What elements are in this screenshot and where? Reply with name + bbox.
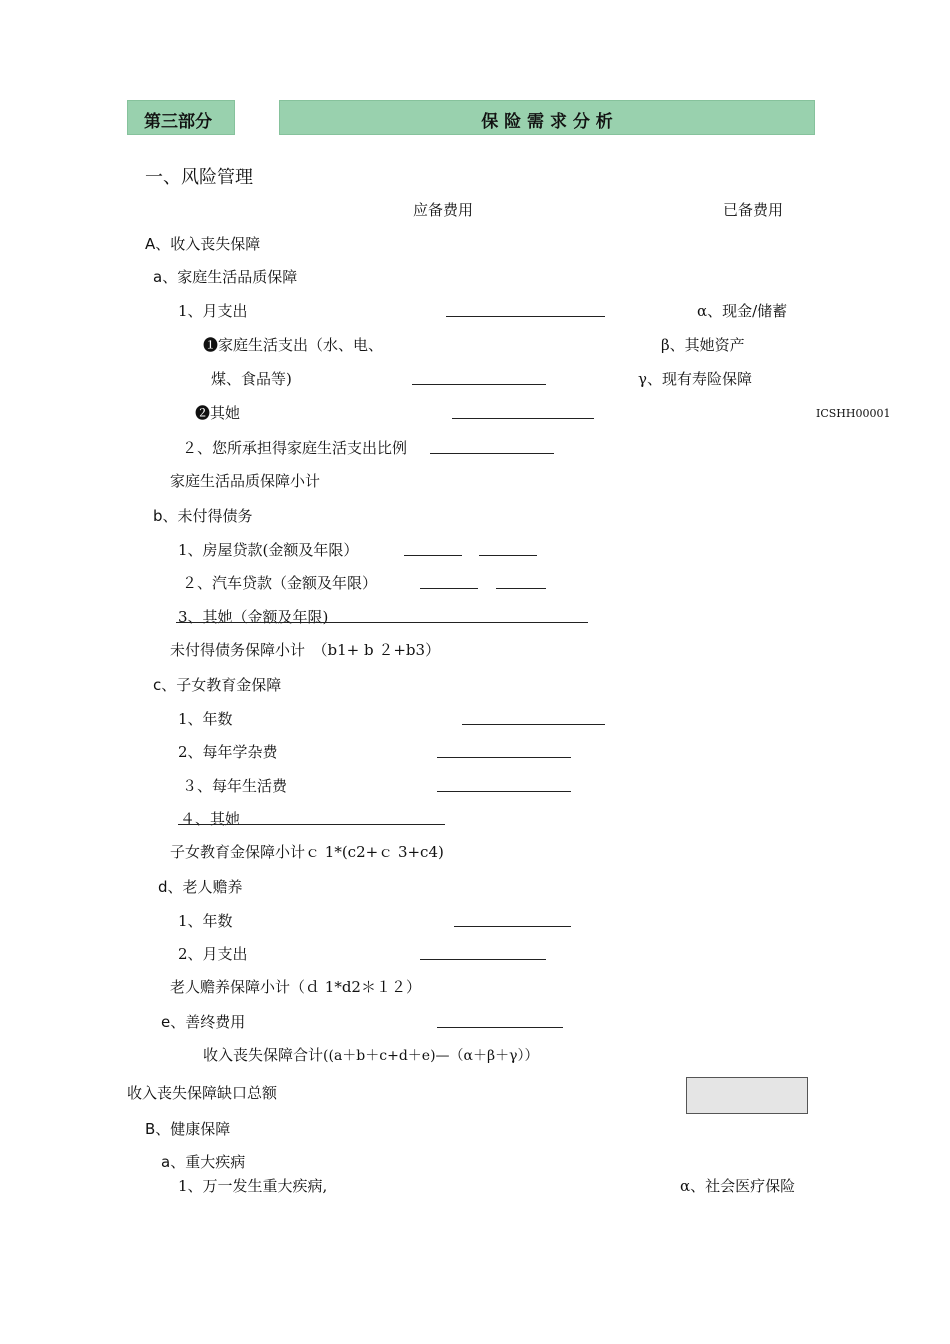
subsection-d-title: d、老人赡养 bbox=[158, 878, 243, 896]
a-subtotal: 家庭生活品质保障小计 bbox=[170, 472, 321, 490]
b-item1-years-line[interactable] bbox=[479, 555, 537, 556]
title-bar bbox=[279, 100, 815, 135]
subsection-b-title: b、未付得债务 bbox=[153, 507, 253, 525]
a-total bbox=[203, 1044, 538, 1065]
a-item1-sub1-line1: ❶家庭生活支出（水、电、 bbox=[203, 336, 384, 354]
c-item1-label: 1、年数 bbox=[178, 710, 233, 728]
gap-total-label: 收入丧失保障缺口总额 bbox=[127, 1084, 278, 1102]
c-item1-line[interactable] bbox=[462, 724, 605, 725]
part-label: 第三部分 bbox=[144, 112, 212, 132]
subsection-b-a-title: a、重大疾病 bbox=[161, 1153, 246, 1171]
b-item3-line[interactable] bbox=[176, 622, 588, 623]
c-item3-line[interactable] bbox=[437, 791, 571, 792]
c-item3-label: ３、每年生活费 bbox=[182, 777, 288, 795]
asset-beta: β、其她资产 bbox=[661, 336, 745, 354]
section-title: 一、风险管理 bbox=[145, 167, 253, 188]
form-code: ICSHH00001 bbox=[816, 407, 891, 420]
b-item3-label: 3、其她（金额及年限) bbox=[178, 608, 329, 626]
d-item1-line[interactable] bbox=[454, 926, 571, 927]
b-a-alpha: α、社会医疗保险 bbox=[680, 1177, 796, 1195]
b-item2-label: ２、汽车贷款（金额及年限） bbox=[182, 574, 378, 592]
part-label-bar bbox=[127, 100, 235, 135]
e-line[interactable] bbox=[437, 1027, 563, 1028]
gap-total-box[interactable] bbox=[686, 1077, 808, 1114]
a-total-label: 收入丧失保障合计 bbox=[203, 1046, 324, 1064]
c-item2-label: 2、每年学杂费 bbox=[178, 743, 278, 761]
a-item1-sub2-label: ❷其她 bbox=[195, 404, 241, 422]
b-item2-years-line[interactable] bbox=[496, 588, 546, 589]
a-item2-label: ２、您所承担得家庭生活支出比例 bbox=[182, 439, 408, 457]
c-subtotal: 子女教育金保障小计ｃ 1*(c2+ｃ 3+c4) bbox=[170, 843, 444, 861]
column-prepared: 已备费用 bbox=[723, 201, 784, 219]
page-title: 保 险 需 求 分 析 bbox=[481, 112, 613, 132]
a-item1-label: 1、月支出 bbox=[178, 302, 248, 320]
asset-alpha: α、现金/储蓄 bbox=[697, 302, 788, 320]
b-subtotal: 未付得债务保障小计 （b1+ b ２+b3） bbox=[170, 641, 441, 659]
d-subtotal: 老人赡养保障小计（ｄ 1*d2＊１２） bbox=[170, 978, 421, 996]
a-item2-line[interactable] bbox=[430, 453, 554, 454]
a-item1-sub1-line[interactable] bbox=[412, 384, 546, 385]
asset-gamma: γ、现有寿险保障 bbox=[638, 370, 752, 388]
subsection-e-title: e、善终费用 bbox=[161, 1013, 246, 1031]
b-item1-label: 1、房屋贷款(金额及年限） bbox=[178, 541, 359, 559]
b-a-item1-label: 1、万一发生重大疾病, bbox=[178, 1177, 328, 1195]
c-item2-line[interactable] bbox=[437, 757, 571, 758]
a-item1-line[interactable] bbox=[446, 316, 605, 317]
c-item4-line[interactable] bbox=[178, 824, 445, 825]
b-item2-amount-line[interactable] bbox=[420, 588, 478, 589]
subsection-c-title-rest: 保障 bbox=[251, 676, 282, 694]
d-item2-line[interactable] bbox=[420, 959, 546, 960]
subsection-c-title-bold: c、子女教育金 bbox=[153, 676, 252, 694]
a-item1-sub2-line[interactable] bbox=[452, 418, 594, 419]
a-total-formula: ((a＋b＋c+d＋e)—（α＋β＋γ）） bbox=[323, 1048, 539, 1064]
c-item4-label: ４、其她 bbox=[180, 810, 241, 828]
column-should-prepare: 应备费用 bbox=[413, 201, 474, 219]
d-item2-label: 2、月支出 bbox=[178, 945, 248, 963]
section-b-title: B、健康保障 bbox=[145, 1120, 231, 1138]
d-item1-label: 1、年数 bbox=[178, 912, 233, 930]
a-item1-sub1-line2: 煤、食品等) bbox=[211, 370, 292, 388]
section-a-title: A、收入丧失保障 bbox=[145, 235, 261, 253]
b-item1-amount-line[interactable] bbox=[404, 555, 462, 556]
subsection-a-title: a、家庭生活品质保障 bbox=[153, 268, 298, 286]
subsection-c-title bbox=[153, 674, 281, 695]
